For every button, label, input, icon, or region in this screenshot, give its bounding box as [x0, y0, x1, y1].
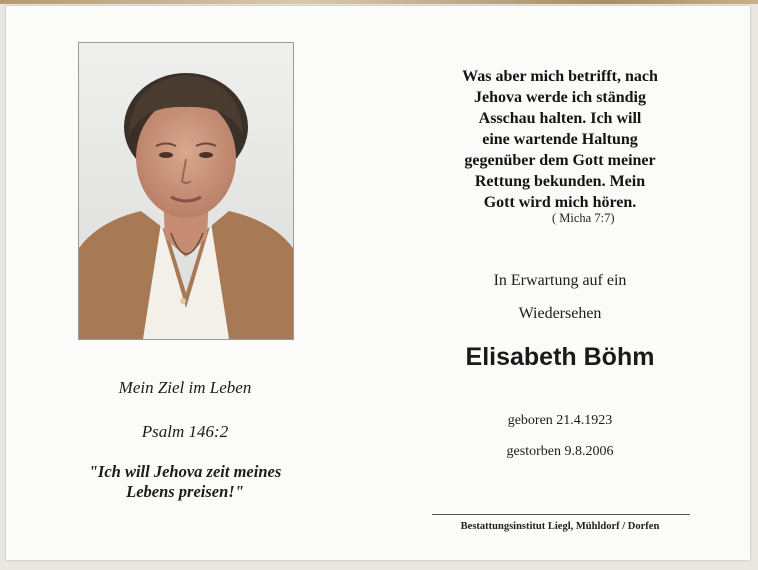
- verse-line: Was aber mich betrifft, nach: [462, 68, 658, 85]
- deceased-name: Elisabeth Böhm: [465, 343, 655, 371]
- psalm-reference: Psalm 146:2: [141, 422, 229, 441]
- verse-reference: ( Micha 7:7): [552, 211, 615, 225]
- life-motto: Mein Ziel im Leben: [118, 378, 252, 397]
- psalm-quote: [60, 462, 310, 502]
- bible-verse: [420, 66, 700, 213]
- card-top-edge: [0, 0, 758, 4]
- verse-line: eine wartende Haltung: [482, 131, 638, 148]
- verse-line: Rettung bekunden. Mein: [474, 173, 646, 190]
- funeral-home: Bestattungsinstitut Liegl, Mühldorf / Dorfen: [460, 521, 660, 532]
- verse-line: Asschau halten. Ich will: [478, 110, 642, 127]
- divider: [432, 514, 690, 515]
- portrait-image: [79, 43, 293, 339]
- death-date: gestorben 9.8.2006: [506, 444, 614, 459]
- verse-line: gegenüber dem Gott meiner: [464, 152, 656, 169]
- psalm-quote-line: "Ich will Jehova zeit meines: [88, 462, 282, 481]
- birth-date: geboren 21.4.1923: [507, 413, 613, 428]
- portrait-photo: [78, 42, 294, 340]
- verse-line: Gott wird mich hören.: [483, 194, 637, 211]
- await-text-line1: In Erwartung auf ein: [493, 272, 627, 289]
- await-text-line2: Wiedersehen: [518, 305, 602, 322]
- verse-line: Jehova werde ich ständig: [474, 89, 646, 106]
- psalm-quote-line: Lebens preisen!": [126, 482, 244, 501]
